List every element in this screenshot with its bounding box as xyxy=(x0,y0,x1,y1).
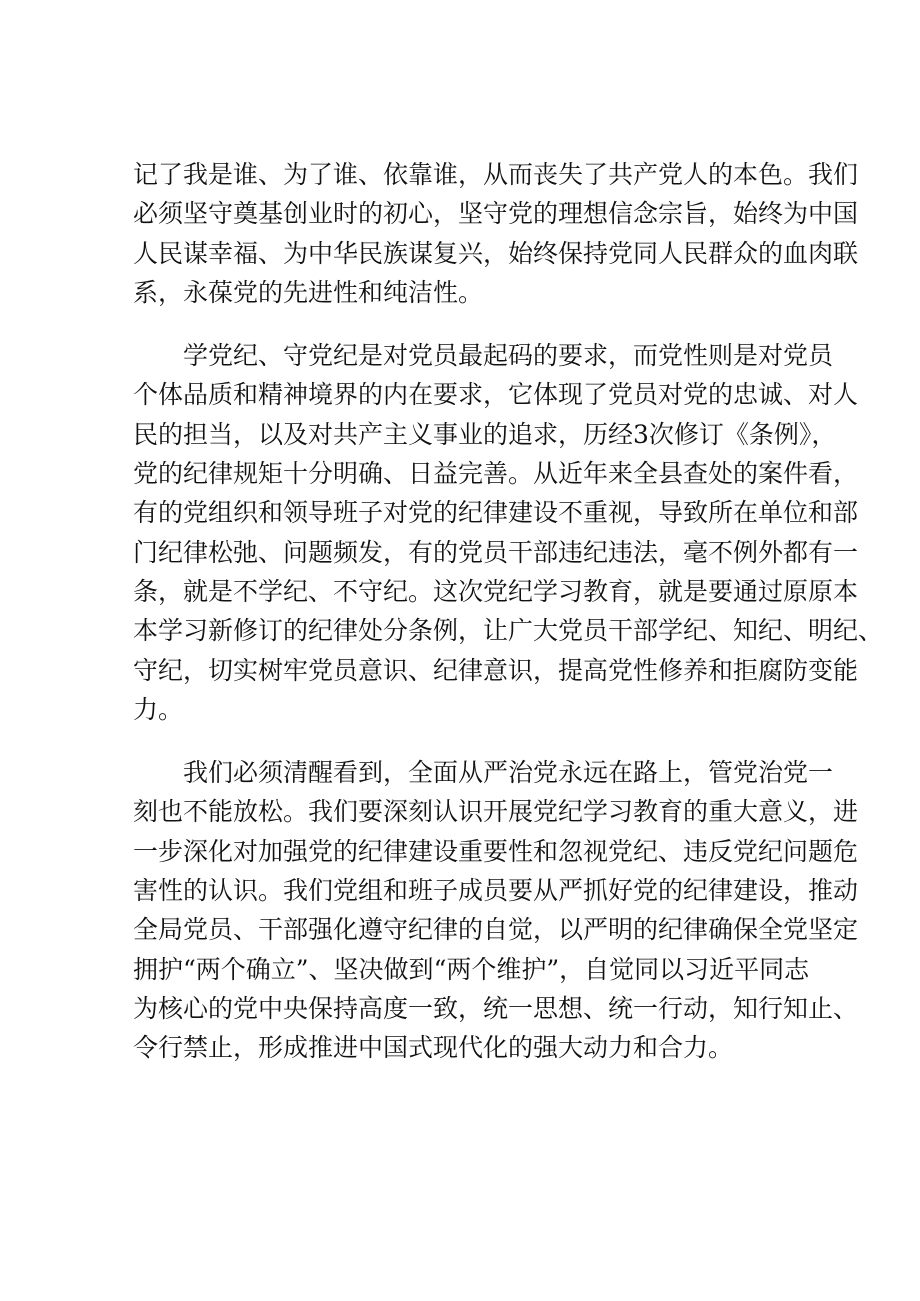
text-line: 为核心的党中央保持高度一致，统一思想、统一行动，知行知止、 xyxy=(133,993,859,1023)
text-line: 刻也不能放松。我们要深刻认识开展党纪学习教育的重大意义，进 xyxy=(133,797,859,827)
text-line: 记了我是谁、为了谁、依靠谁，从而丧失了共产党人的本色。我们 xyxy=(133,160,859,189)
paragraph xyxy=(133,155,859,312)
text-line: 条，就是不学纪、不守纪。这次党纪学习教育，就是要通过原原本 xyxy=(133,576,859,606)
text-line: 党的纪律规矩十分明确、日益完善。从近年来全县查处的案件看， xyxy=(133,459,859,489)
text-line: 学党纪、守党纪是对党员最起码的要求，而党性则是对党员 xyxy=(183,341,834,371)
text-line: 我们必须清醒看到，全面从严治党永远在路上，管党治党一 xyxy=(183,758,834,788)
text-line: 必须坚守奠基创业时的初心，坚守党的理想信念宗旨，始终为中国 xyxy=(133,199,859,229)
text-line: 人民谋幸福、为中华民族谋复兴，始终保持党同人民群众的血肉联 xyxy=(133,238,859,268)
text-line: 个体品质和精神境界的内在要求，它体现了党员对党的忠诚、对人 xyxy=(133,380,859,410)
text-line: 全局党员、干部强化遵守纪律的自觉，以严明的纪律确保全党坚定 xyxy=(133,915,859,945)
text-line: 力。 xyxy=(133,694,184,724)
text-line: 本学习新修订的纪律处分条例，让广大党员干部学纪、知纪、明纪、 xyxy=(133,616,884,646)
text-line: 守纪，切实树牢党员意识、纪律意识，提高党性修养和拒腐防变能 xyxy=(133,655,859,685)
text-line: 民的担当，以及对共产主义事业的追求，历经3次修订《条例》， xyxy=(133,419,837,449)
text-line: 系，永葆党的先进性和纯洁性。 xyxy=(133,277,484,307)
text-line: 害性的认识。我们党组和班子成员要从严抓好党的纪律建设，推动 xyxy=(133,876,859,906)
text-line: 门纪律松弛、问题频发，有的党员干部违纪违法，毫不例外都有一 xyxy=(133,537,859,567)
document-body xyxy=(133,155,884,1068)
paragraph xyxy=(133,336,884,729)
paragraph-spacer xyxy=(133,729,798,753)
text-line: 令行禁止，形成推进中国式现代化的强大动力和合力。 xyxy=(133,1033,734,1063)
paragraph xyxy=(133,753,859,1067)
paragraph-spacer xyxy=(133,312,798,336)
text-line: 一步深化对加强党的纪律建设重要性和忽视党纪、违反党纪问题危 xyxy=(133,836,859,866)
text-line: 拥护“两个确立”、坚决做到“两个维护”，自觉同以习近平同志 xyxy=(133,954,810,984)
text-line: 有的党组织和领导班子对党的纪律建设不重视，导致所在单位和部 xyxy=(133,498,859,528)
